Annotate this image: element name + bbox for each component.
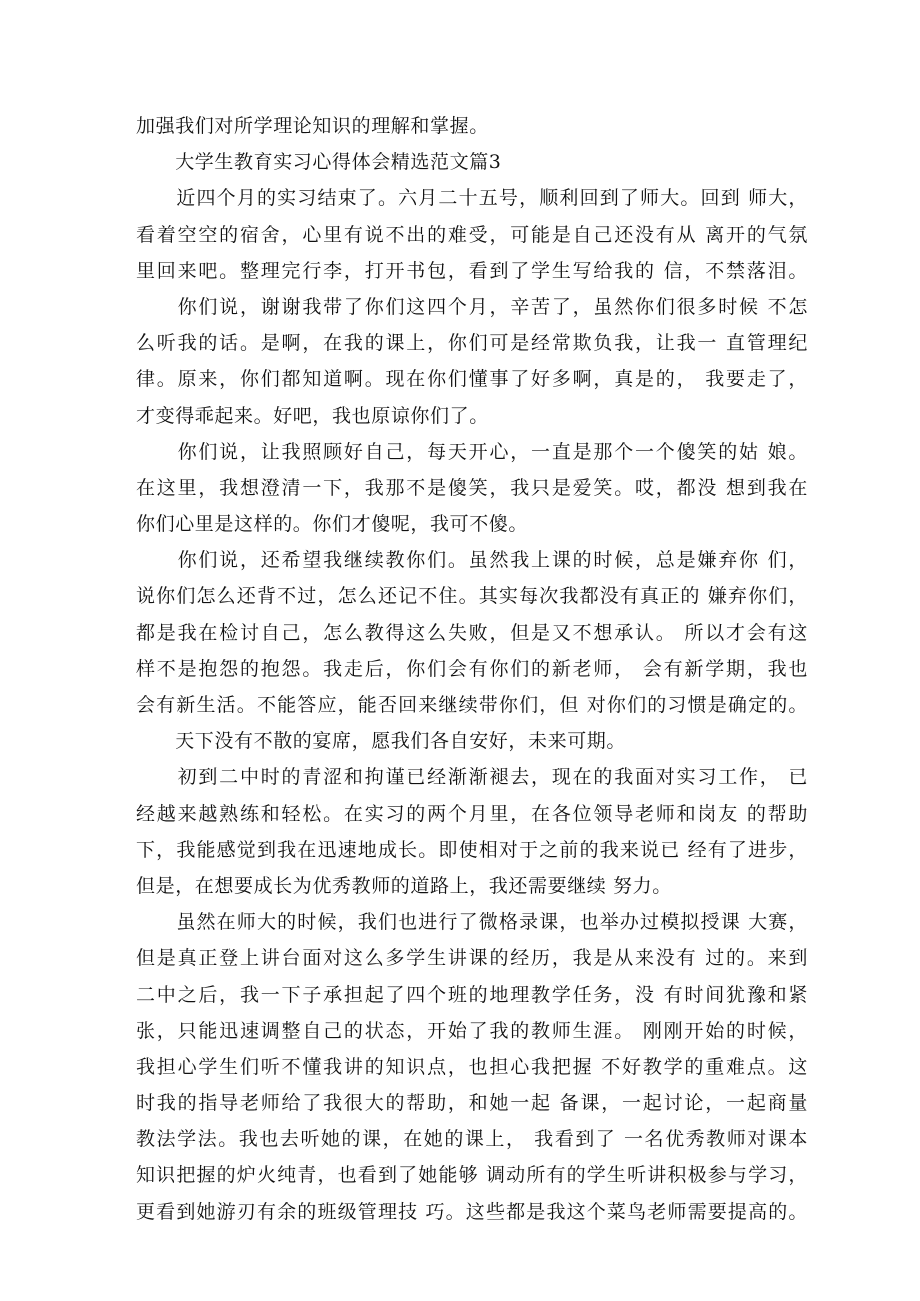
text-line: 天下没有不散的宴席，愿我们各自安好，未来可期。 xyxy=(136,730,627,753)
text-line: 看着空空的宿舍，心里有说不出的难受，可能是自己还没有从 离开的气氛 xyxy=(136,223,808,246)
body-text xyxy=(136,108,808,1230)
text-line: 经越来越熟练和轻松。在实习的两个月里，在各位领导老师和岗友 的帮助 xyxy=(136,802,808,825)
text-line: 知识把握的炉火纯青，也看到了她能够 调动所有的学生听讲积极参与学习， xyxy=(136,1164,808,1187)
text-line: 你们说，谢谢我带了你们这四个月，辛苦了，虽然你们很多时候 不怎 xyxy=(136,295,808,318)
text-line: 二中之后，我一下子承担起了四个班的地理教学任务，没 有时间犹豫和紧 xyxy=(136,983,808,1006)
text-line: 张，只能迅速调整自己的状态，开始了我的教师生涯。 刚刚开始的时候， xyxy=(136,1019,808,1042)
text-line: 教法学法。我也去听她的课，在她的课上， 我看到了 一名优秀教师对课本 xyxy=(136,1128,808,1151)
text-line: 会有新生活。不能答应，能否回来继续带你们，但 对你们的习惯是确定的。 xyxy=(136,694,808,716)
text-line: 律。原来，你们都知道啊。现在你们懂事了好多啊，真是的， 我要走了， xyxy=(136,368,808,391)
text-line: 在这里，我想澄清一下，我那不是傻笑，我只是爱笑。哎，都没 想到我在 xyxy=(136,476,808,499)
text-line: 但是，在想要成长为优秀教师的道路上，我还需要继续 努力。 xyxy=(136,874,672,897)
text-line: 你们说，还希望我继续教你们。虽然我上课的时候，总是嫌弃你 们， xyxy=(136,549,808,572)
text-line: 近四个月的实习结束了。六月二十五号，顺利回到了师大。回到 师大， xyxy=(136,187,808,210)
text-line: 时我的指导老师给了我很大的帮助，和她一起 备课，一起讨论，一起商量 xyxy=(136,1092,808,1115)
text-line: 我担心学生们听不懂我讲的知识点，也担心我把握 不好教学的重难点。这 xyxy=(136,1055,808,1078)
text-line: 下，我能感觉到我在迅速地成长。即使相对于之前的我来说已 经有了进步， xyxy=(136,838,808,861)
text-line: 但是真正登上讲台面对这么多学生讲课的经历，我是从来没有 过的。来到 xyxy=(136,947,808,970)
text-line: 你们心里是这样的。你们才傻呢，我可不傻。 xyxy=(136,513,529,536)
text-line: 初到二中时的青涩和拘谨已经渐渐褪去，现在的我面对实习工作， 已 xyxy=(136,766,808,789)
text-line: 么听我的话。是啊，在我的课上，你们可是经常欺负我，让我一 直管理纪 xyxy=(136,332,808,355)
section-heading: 大学生教育实习心得体会精选范文篇3 xyxy=(136,151,502,174)
text-line: 里回来吧。整理完行李，打开书包，看到了学生写给我的 信，不禁落泪。 xyxy=(136,259,808,282)
text-line: 更看到她游刃有余的班级管理技 巧。这些都是我这个菜鸟老师需要提高的。 xyxy=(136,1200,808,1223)
text-line: 说你们怎么还背不过，怎么还记不住。其实每次我都没有真正的 嫌弃你们， xyxy=(136,585,808,608)
text-line: 样不是抱怨的抱怨。我走后，你们会有你们的新老师， 会有新学期，我也 xyxy=(136,657,808,680)
text-line: 你们说，让我照顾好自己，每天开心，一直是那个一个傻笑的姑 娘。 xyxy=(136,440,808,463)
text-line: 加强我们对所学理论知识的理解和掌握。 xyxy=(136,115,489,137)
text-line: 才变得乖起来。好吧，我也原谅你们了。 xyxy=(136,404,489,427)
text-line: 都是我在检讨自己，怎么教得这么失败，但是又不想承认。 所以才会有这 xyxy=(136,621,808,644)
text-line: 虽然在师大的时候，我们也进行了微格录课，也举办过模拟授课 大赛， xyxy=(136,911,808,934)
